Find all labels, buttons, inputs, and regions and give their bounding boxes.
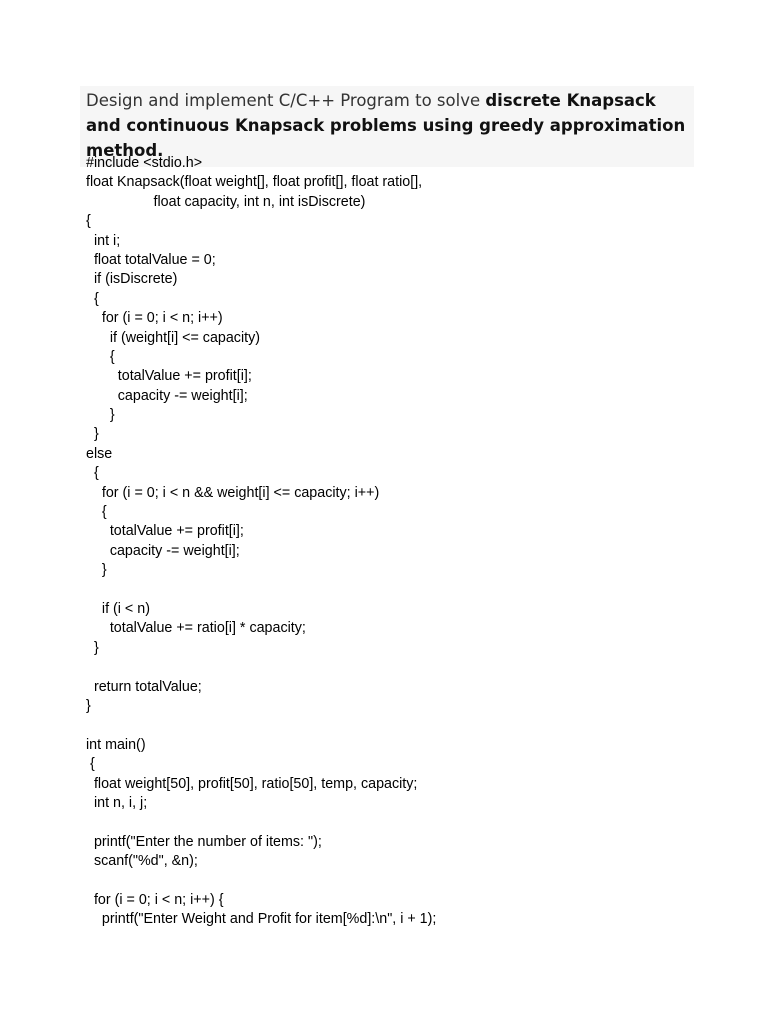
code-line: { <box>86 213 91 230</box>
code-line: if (isDiscrete) <box>86 271 178 288</box>
code-line: scanf("%d", &n); <box>86 853 198 870</box>
code-line: for (i = 0; i < n; i++) { <box>86 891 224 908</box>
code-line: capacity -= weight[i]; <box>86 542 240 559</box>
code-line: if (weight[i] <= capacity) <box>86 329 261 346</box>
code-line: float Knapsack(float weight[], float profit[], float ratio[], <box>86 174 423 191</box>
code-line: { <box>86 348 115 365</box>
code-line: printf("Enter the number of items: "); <box>86 833 322 850</box>
code-line <box>86 871 436 890</box>
code-line: capacity -= weight[i]; <box>86 387 248 404</box>
code-line: else <box>86 445 113 462</box>
code-line: { <box>86 465 99 482</box>
code-line: } <box>86 562 107 579</box>
heading-emphasis: discrete Knapsack and continuous Knapsack problems using greedy approximation method. <box>86 91 686 160</box>
code-line: totalValue += ratio[i] * capacity; <box>86 620 306 637</box>
code-line: int main() <box>86 736 146 753</box>
code-line: return totalValue; <box>86 678 202 695</box>
code-line: printf("Enter Weight and Profit for item[%d]:\n", i + 1); <box>86 911 437 928</box>
code-line: } <box>86 407 115 424</box>
code-line <box>86 658 436 677</box>
code-line: totalValue += profit[i]; <box>86 368 252 385</box>
code-line: if (i < n) <box>86 600 150 617</box>
code-line <box>86 716 436 735</box>
heading-intro: Design and implement C/C++ Program to solve <box>86 91 486 110</box>
code-line: totalValue += profit[i]; <box>86 523 244 540</box>
code-line: float weight[50], profit[50], ratio[50], temp, capacity; <box>86 775 418 792</box>
code-line: { <box>86 756 95 773</box>
code-listing <box>86 154 436 930</box>
code-line: } <box>86 426 99 443</box>
code-line <box>86 813 436 832</box>
code-line: for (i = 0; i < n && weight[i] <= capacity; i++) <box>86 484 380 501</box>
code-line: for (i = 0; i < n; i++) <box>86 310 223 327</box>
code-line: float totalValue = 0; <box>86 251 216 268</box>
code-line <box>86 581 436 600</box>
code-line: int i; <box>86 232 121 249</box>
code-line: float capacity, int n, int isDiscrete) <box>86 193 366 210</box>
code-line: { <box>86 290 99 307</box>
code-line: } <box>86 639 99 656</box>
code-line: } <box>86 697 91 714</box>
code-line: { <box>86 504 107 521</box>
code-line: #include <stdio.h> <box>86 155 203 171</box>
code-line: int n, i, j; <box>86 794 148 811</box>
